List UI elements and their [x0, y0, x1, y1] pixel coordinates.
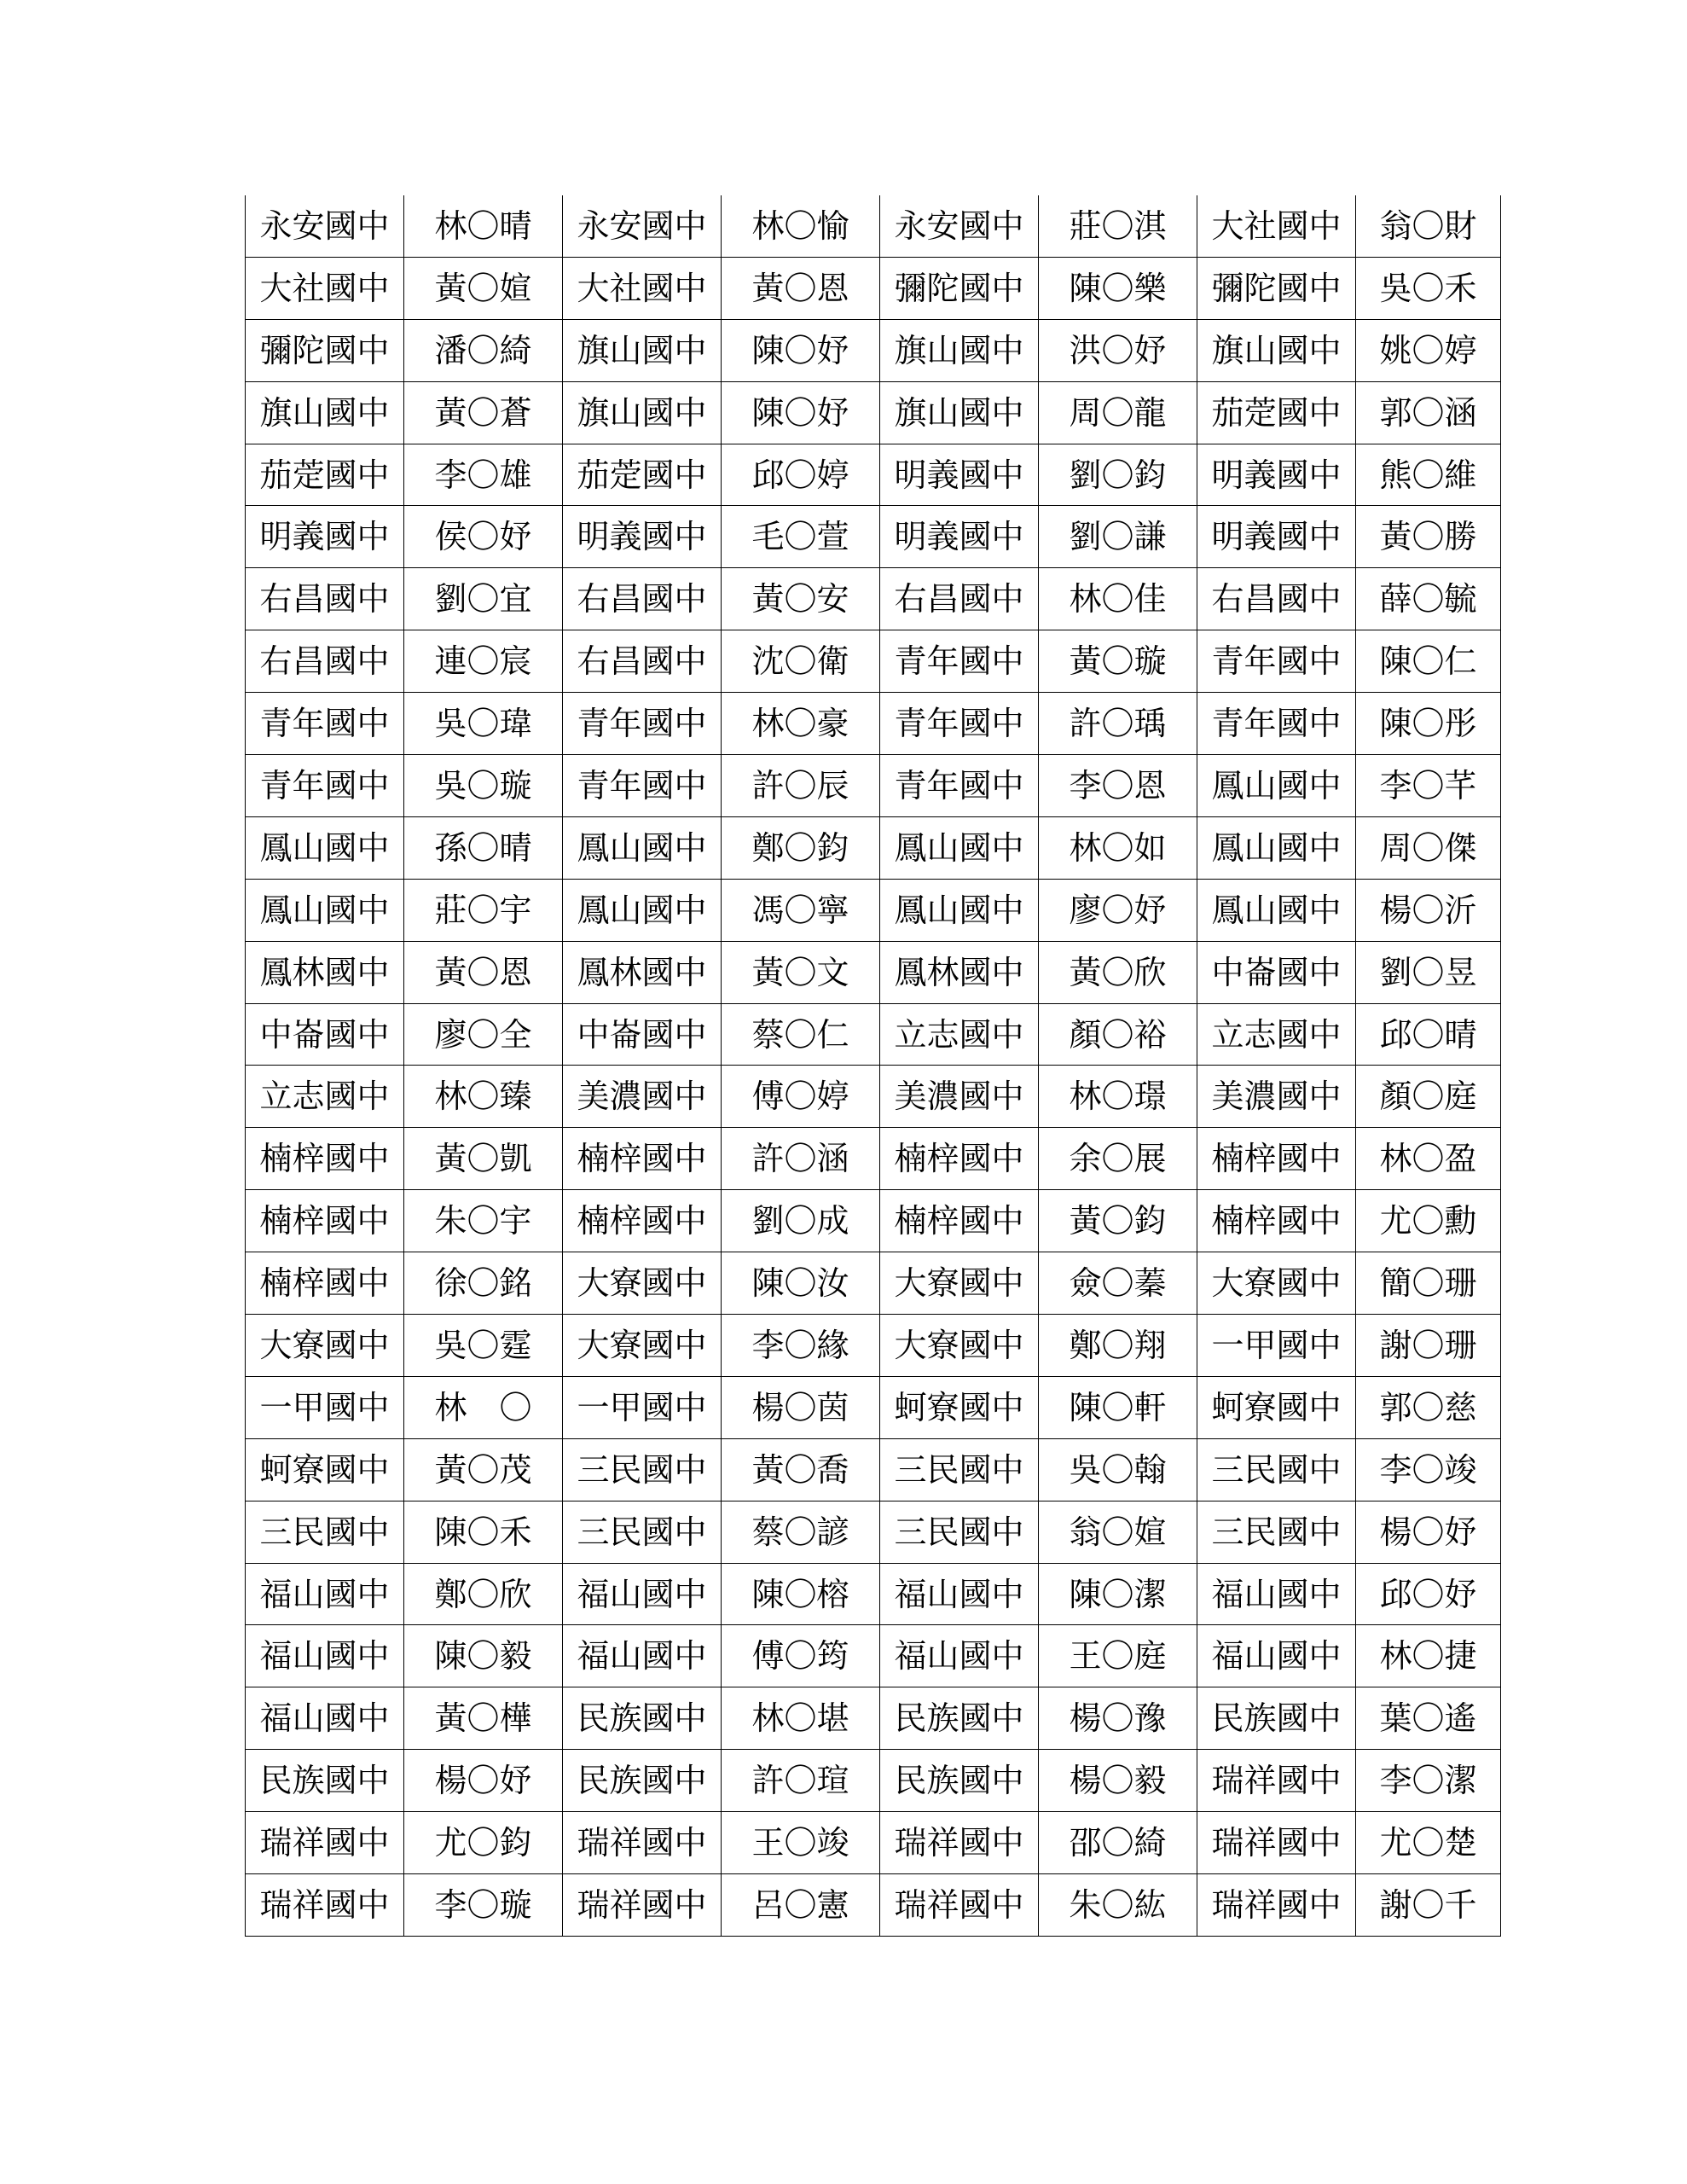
school-cell: 福山國中: [246, 1563, 404, 1625]
student-name-cell: 林〇愉: [722, 195, 880, 257]
student-name-cell: 楊〇毅: [1039, 1750, 1197, 1812]
school-cell: 青年國中: [1197, 630, 1356, 693]
school-cell: 三民國中: [246, 1501, 404, 1563]
school-cell: 中崙國中: [246, 1003, 404, 1066]
school-cell: 立志國中: [880, 1003, 1039, 1066]
school-cell: 民族國中: [246, 1750, 404, 1812]
school-cell: 明義國中: [563, 506, 722, 568]
school-cell: 青年國中: [246, 693, 404, 755]
school-cell: 三民國中: [880, 1438, 1039, 1501]
student-name-cell: 許〇辰: [722, 755, 880, 817]
school-cell: 旗山國中: [1197, 319, 1356, 381]
student-name-cell: 薛〇毓: [1356, 568, 1501, 630]
table-row: [246, 1625, 1501, 1687]
table-row: [246, 1190, 1501, 1252]
student-name-cell: 簡〇珊: [1356, 1252, 1501, 1315]
school-cell: 明義國中: [1197, 444, 1356, 506]
school-cell: 三民國中: [1197, 1438, 1356, 1501]
school-cell: 旗山國中: [563, 319, 722, 381]
school-cell: 大社國中: [246, 257, 404, 319]
student-name-cell: 李〇恩: [1039, 755, 1197, 817]
student-name-cell: 鄭〇欣: [404, 1563, 563, 1625]
school-cell: 一甲國中: [246, 1376, 404, 1438]
student-name-cell: 李〇芊: [1356, 755, 1501, 817]
student-name-cell: 翁〇財: [1356, 195, 1501, 257]
student-name-cell: 林〇堪: [722, 1687, 880, 1750]
school-cell: 大寮國中: [880, 1252, 1039, 1315]
school-cell: 鳳山國中: [563, 879, 722, 941]
student-name-cell: 黃〇樺: [404, 1687, 563, 1750]
student-name-cell: 鄭〇鈞: [722, 816, 880, 879]
school-cell: 青年國中: [880, 693, 1039, 755]
student-name-cell: 姚〇婷: [1356, 319, 1501, 381]
student-name-cell: 吳〇霆: [404, 1315, 563, 1377]
school-cell: 明義國中: [880, 506, 1039, 568]
school-cell: 鳳山國中: [880, 816, 1039, 879]
student-name-cell: 許〇瑄: [722, 1750, 880, 1812]
student-name-cell: 陳〇禾: [404, 1501, 563, 1563]
student-name-cell: 劉〇謙: [1039, 506, 1197, 568]
table-row: [246, 755, 1501, 817]
table-row: [246, 879, 1501, 941]
student-name-cell: 謝〇珊: [1356, 1315, 1501, 1377]
student-name-cell: 陳〇妤: [722, 381, 880, 444]
student-name-cell: 陳〇榕: [722, 1563, 880, 1625]
school-cell: 右昌國中: [1197, 568, 1356, 630]
student-name-cell: 廖〇妤: [1039, 879, 1197, 941]
student-name-cell: 黃〇凱: [404, 1128, 563, 1190]
student-name-cell: 邵〇綺: [1039, 1812, 1197, 1874]
school-cell: 彌陀國中: [1197, 257, 1356, 319]
school-cell: 民族國中: [1197, 1687, 1356, 1750]
school-cell: 楠梓國中: [1197, 1190, 1356, 1252]
school-cell: 瑞祥國中: [1197, 1812, 1356, 1874]
school-cell: 楠梓國中: [246, 1190, 404, 1252]
student-name-cell: 劉〇昱: [1356, 941, 1501, 1003]
student-name-cell: 黃〇鈞: [1039, 1190, 1197, 1252]
school-cell: 旗山國中: [880, 381, 1039, 444]
school-cell: 蚵寮國中: [1197, 1376, 1356, 1438]
school-cell: 右昌國中: [563, 568, 722, 630]
school-cell: 一甲國中: [563, 1376, 722, 1438]
school-cell: 福山國中: [563, 1563, 722, 1625]
school-cell: 明義國中: [880, 444, 1039, 506]
school-cell: 明義國中: [1197, 506, 1356, 568]
school-cell: 立志國中: [1197, 1003, 1356, 1066]
student-name-cell: 尤〇勳: [1356, 1190, 1501, 1252]
student-name-cell: 陳〇軒: [1039, 1376, 1197, 1438]
student-name-cell: 林〇臻: [404, 1066, 563, 1128]
student-name-cell: 郭〇涵: [1356, 381, 1501, 444]
school-cell: 楠梓國中: [246, 1252, 404, 1315]
student-name-cell: 傅〇筠: [722, 1625, 880, 1687]
table-row: [246, 1438, 1501, 1501]
school-cell: 青年國中: [563, 693, 722, 755]
school-cell: 彌陀國中: [246, 319, 404, 381]
student-name-cell: 林〇捷: [1356, 1625, 1501, 1687]
student-name-cell: 黃〇勝: [1356, 506, 1501, 568]
student-name-cell: 余〇展: [1039, 1128, 1197, 1190]
table-row: [246, 1874, 1501, 1937]
school-cell: 鳳山國中: [1197, 879, 1356, 941]
student-name-cell: 顏〇庭: [1356, 1066, 1501, 1128]
school-cell: 大社國中: [1197, 195, 1356, 257]
student-name-cell: 陳〇毅: [404, 1625, 563, 1687]
school-cell: 鳳山國中: [246, 879, 404, 941]
student-name-cell: 邱〇妤: [1356, 1563, 1501, 1625]
table-row: [246, 1066, 1501, 1128]
school-cell: 瑞祥國中: [246, 1874, 404, 1937]
student-name-cell: 陳〇汝: [722, 1252, 880, 1315]
school-cell: 福山國中: [246, 1625, 404, 1687]
table-row: [246, 1750, 1501, 1812]
student-name-cell: 楊〇茵: [722, 1376, 880, 1438]
student-name-cell: 林〇璟: [1039, 1066, 1197, 1128]
student-name-cell: 毛〇萱: [722, 506, 880, 568]
school-cell: 青年國中: [880, 630, 1039, 693]
student-name-cell: 楊〇沂: [1356, 879, 1501, 941]
school-cell: 一甲國中: [1197, 1315, 1356, 1377]
school-cell: 鳳林國中: [246, 941, 404, 1003]
school-cell: 楠梓國中: [563, 1128, 722, 1190]
student-name-cell: 李〇竣: [1356, 1438, 1501, 1501]
student-name-cell: 劉〇成: [722, 1190, 880, 1252]
table-row: [246, 1563, 1501, 1625]
table-row: [246, 1376, 1501, 1438]
student-name-cell: 李〇璇: [404, 1874, 563, 1937]
table-row: [246, 444, 1501, 506]
student-name-cell: 黃〇恩: [722, 257, 880, 319]
student-name-cell: 林 〇: [404, 1376, 563, 1438]
student-name-cell: 林〇豪: [722, 693, 880, 755]
student-name-cell: 蔡〇仁: [722, 1003, 880, 1066]
school-cell: 民族國中: [880, 1687, 1039, 1750]
school-cell: 青年國中: [563, 755, 722, 817]
school-cell: 三民國中: [563, 1501, 722, 1563]
school-cell: 茄萣國中: [246, 444, 404, 506]
student-name-cell: 黃〇蒼: [404, 381, 563, 444]
school-cell: 瑞祥國中: [246, 1812, 404, 1874]
student-name-cell: 楊〇妤: [1356, 1501, 1501, 1563]
school-cell: 鳳山國中: [563, 816, 722, 879]
student-name-cell: 許〇瑀: [1039, 693, 1197, 755]
student-name-cell: 廖〇全: [404, 1003, 563, 1066]
student-name-cell: 邱〇婷: [722, 444, 880, 506]
school-cell: 楠梓國中: [1197, 1128, 1356, 1190]
school-cell: 茄萣國中: [1197, 381, 1356, 444]
school-cell: 右昌國中: [880, 568, 1039, 630]
school-cell: 蚵寮國中: [246, 1438, 404, 1501]
school-cell: 大寮國中: [246, 1315, 404, 1377]
student-name-cell: 謝〇千: [1356, 1874, 1501, 1937]
student-name-cell: 林〇盈: [1356, 1128, 1501, 1190]
school-cell: 楠梓國中: [880, 1128, 1039, 1190]
school-cell: 瑞祥國中: [563, 1874, 722, 1937]
student-name-cell: 朱〇宇: [404, 1190, 563, 1252]
school-cell: 瑞祥國中: [880, 1812, 1039, 1874]
student-name-cell: 黃〇安: [722, 568, 880, 630]
student-name-cell: 黃〇璇: [1039, 630, 1197, 693]
student-name-cell: 熊〇維: [1356, 444, 1501, 506]
school-cell: 彌陀國中: [880, 257, 1039, 319]
student-name-cell: 朱〇紘: [1039, 1874, 1197, 1937]
student-name-cell: 連〇宸: [404, 630, 563, 693]
table-row: [246, 319, 1501, 381]
school-cell: 明義國中: [246, 506, 404, 568]
school-cell: 青年國中: [880, 755, 1039, 817]
student-name-cell: 翁〇媗: [1039, 1501, 1197, 1563]
table-row: [246, 1812, 1501, 1874]
student-name-cell: 黃〇恩: [404, 941, 563, 1003]
student-roster-table: [245, 195, 1501, 1937]
student-name-cell: 潘〇綺: [404, 319, 563, 381]
table-row: [246, 506, 1501, 568]
student-name-cell: 孫〇晴: [404, 816, 563, 879]
student-name-cell: 沈〇衛: [722, 630, 880, 693]
school-cell: 永安國中: [563, 195, 722, 257]
student-name-cell: 黃〇媗: [404, 257, 563, 319]
student-name-cell: 鄭〇翔: [1039, 1315, 1197, 1377]
student-name-cell: 楊〇豫: [1039, 1687, 1197, 1750]
school-cell: 美濃國中: [563, 1066, 722, 1128]
student-name-cell: 邱〇晴: [1356, 1003, 1501, 1066]
school-cell: 福山國中: [880, 1625, 1039, 1687]
table-row: [246, 1687, 1501, 1750]
table-row: [246, 381, 1501, 444]
student-name-cell: 許〇涵: [722, 1128, 880, 1190]
student-name-cell: 吳〇瑋: [404, 693, 563, 755]
school-cell: 美濃國中: [1197, 1066, 1356, 1128]
school-cell: 瑞祥國中: [563, 1812, 722, 1874]
school-cell: 楠梓國中: [880, 1190, 1039, 1252]
table-row: [246, 630, 1501, 693]
school-cell: 鳳林國中: [563, 941, 722, 1003]
student-name-cell: 吳〇璇: [404, 755, 563, 817]
student-name-cell: 僉〇蓁: [1039, 1252, 1197, 1315]
school-cell: 瑞祥國中: [1197, 1874, 1356, 1937]
school-cell: 鳳林國中: [880, 941, 1039, 1003]
student-name-cell: 顏〇裕: [1039, 1003, 1197, 1066]
school-cell: 鳳山國中: [1197, 816, 1356, 879]
student-name-cell: 李〇緣: [722, 1315, 880, 1377]
school-cell: 楠梓國中: [246, 1128, 404, 1190]
student-name-cell: 尤〇鈞: [404, 1812, 563, 1874]
school-cell: 右昌國中: [246, 568, 404, 630]
school-cell: 福山國中: [563, 1625, 722, 1687]
school-cell: 鳳山國中: [246, 816, 404, 879]
school-cell: 旗山國中: [880, 319, 1039, 381]
school-cell: 中崙國中: [1197, 941, 1356, 1003]
table-row: [246, 1501, 1501, 1563]
roster-body: [246, 195, 1501, 1936]
school-cell: 福山國中: [1197, 1563, 1356, 1625]
school-cell: 三民國中: [1197, 1501, 1356, 1563]
table-row: [246, 1315, 1501, 1377]
school-cell: 瑞祥國中: [1197, 1750, 1356, 1812]
student-name-cell: 傅〇婷: [722, 1066, 880, 1128]
school-cell: 民族國中: [563, 1750, 722, 1812]
table-row: [246, 816, 1501, 879]
school-cell: 青年國中: [246, 755, 404, 817]
school-cell: 大寮國中: [880, 1315, 1039, 1377]
student-name-cell: 莊〇淇: [1039, 195, 1197, 257]
school-cell: 民族國中: [563, 1687, 722, 1750]
school-cell: 大寮國中: [563, 1252, 722, 1315]
school-cell: 旗山國中: [563, 381, 722, 444]
student-name-cell: 馮〇寧: [722, 879, 880, 941]
student-name-cell: 周〇龍: [1039, 381, 1197, 444]
school-cell: 茄萣國中: [563, 444, 722, 506]
student-name-cell: 徐〇銘: [404, 1252, 563, 1315]
school-cell: 青年國中: [1197, 693, 1356, 755]
table-row: [246, 257, 1501, 319]
school-cell: 瑞祥國中: [880, 1874, 1039, 1937]
student-name-cell: 陳〇潔: [1039, 1563, 1197, 1625]
student-name-cell: 陳〇樂: [1039, 257, 1197, 319]
student-name-cell: 呂〇憲: [722, 1874, 880, 1937]
student-name-cell: 陳〇妤: [722, 319, 880, 381]
student-name-cell: 陳〇仁: [1356, 630, 1501, 693]
school-cell: 美濃國中: [880, 1066, 1039, 1128]
student-name-cell: 侯〇妤: [404, 506, 563, 568]
student-name-cell: 李〇雄: [404, 444, 563, 506]
table-row: [246, 195, 1501, 257]
student-name-cell: 吳〇翰: [1039, 1438, 1197, 1501]
student-name-cell: 郭〇慈: [1356, 1376, 1501, 1438]
table-row: [246, 693, 1501, 755]
student-name-cell: 王〇竣: [722, 1812, 880, 1874]
student-name-cell: 莊〇宇: [404, 879, 563, 941]
student-name-cell: 黃〇茂: [404, 1438, 563, 1501]
school-cell: 大寮國中: [563, 1315, 722, 1377]
school-cell: 福山國中: [1197, 1625, 1356, 1687]
student-name-cell: 蔡〇諺: [722, 1501, 880, 1563]
student-name-cell: 楊〇妤: [404, 1750, 563, 1812]
school-cell: 右昌國中: [246, 630, 404, 693]
student-name-cell: 劉〇宜: [404, 568, 563, 630]
student-name-cell: 陳〇彤: [1356, 693, 1501, 755]
student-name-cell: 尤〇楚: [1356, 1812, 1501, 1874]
table-row: [246, 1003, 1501, 1066]
student-name-cell: 王〇庭: [1039, 1625, 1197, 1687]
school-cell: 民族國中: [880, 1750, 1039, 1812]
school-cell: 三民國中: [563, 1438, 722, 1501]
school-cell: 右昌國中: [563, 630, 722, 693]
table-row: [246, 941, 1501, 1003]
school-cell: 楠梓國中: [563, 1190, 722, 1252]
school-cell: 鳳山國中: [880, 879, 1039, 941]
student-name-cell: 葉〇遙: [1356, 1687, 1501, 1750]
student-name-cell: 李〇潔: [1356, 1750, 1501, 1812]
school-cell: 大寮國中: [1197, 1252, 1356, 1315]
student-name-cell: 洪〇妤: [1039, 319, 1197, 381]
student-name-cell: 劉〇鈞: [1039, 444, 1197, 506]
school-cell: 中崙國中: [563, 1003, 722, 1066]
student-name-cell: 黃〇文: [722, 941, 880, 1003]
school-cell: 立志國中: [246, 1066, 404, 1128]
school-cell: 鳳山國中: [1197, 755, 1356, 817]
school-cell: 旗山國中: [246, 381, 404, 444]
student-name-cell: 林〇佳: [1039, 568, 1197, 630]
school-cell: 三民國中: [880, 1501, 1039, 1563]
school-cell: 永安國中: [880, 195, 1039, 257]
table-row: [246, 568, 1501, 630]
school-cell: 永安國中: [246, 195, 404, 257]
student-name-cell: 吳〇禾: [1356, 257, 1501, 319]
school-cell: 蚵寮國中: [880, 1376, 1039, 1438]
table-row: [246, 1252, 1501, 1315]
student-name-cell: 林〇如: [1039, 816, 1197, 879]
student-name-cell: 黃〇喬: [722, 1438, 880, 1501]
school-cell: 大社國中: [563, 257, 722, 319]
student-name-cell: 黃〇欣: [1039, 941, 1197, 1003]
table-row: [246, 1128, 1501, 1190]
student-name-cell: 林〇晴: [404, 195, 563, 257]
school-cell: 福山國中: [246, 1687, 404, 1750]
school-cell: 福山國中: [880, 1563, 1039, 1625]
student-name-cell: 周〇傑: [1356, 816, 1501, 879]
